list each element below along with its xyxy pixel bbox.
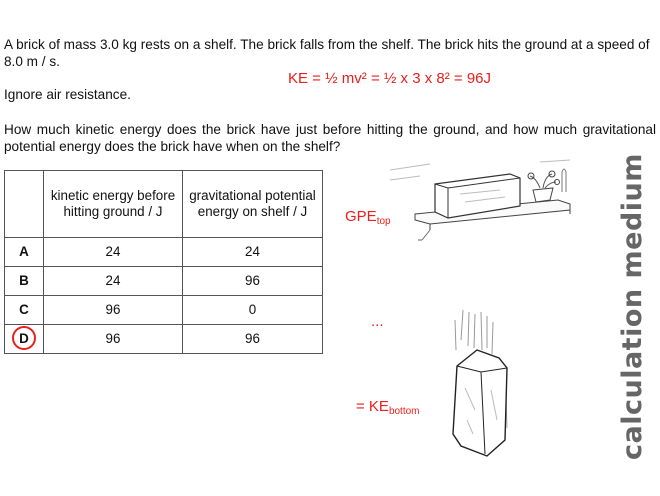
option-letter[interactable]: B	[5, 267, 44, 296]
kinetic-energy-calculation: KE = ½ mv² = ½ x 3 x 8² = 96J	[288, 70, 492, 87]
option-gpe-value: 24	[183, 238, 323, 267]
option-gpe-value: 0	[183, 296, 323, 325]
option-gpe-value: 96	[183, 267, 323, 296]
brick-on-shelf-illustration	[390, 152, 575, 242]
answer-options-table	[4, 170, 323, 354]
ellipsis-dots: ...	[371, 313, 384, 330]
ke-bottom-label	[356, 398, 420, 417]
option-letter[interactable]: A	[5, 238, 44, 267]
option-ke-value: 24	[44, 267, 183, 296]
option-gpe-value: 96	[183, 325, 323, 354]
ke-label-subscript: bottom	[388, 406, 420, 417]
question-statement: A brick of mass 3.0 kg rests on a shelf. The brick falls from the shelf. The brick hits the ground at a speed of 8.0 m / s.	[4, 37, 650, 69]
option-ke-value: 96	[44, 325, 183, 354]
falling-brick-illustration	[425, 310, 525, 460]
header-letter	[5, 171, 44, 238]
table-row[interactable]	[5, 267, 323, 296]
table-row[interactable]	[5, 325, 323, 354]
header-gravitational-potential-energy: gravitational potential energy on shelf / J	[183, 171, 323, 238]
gpe-top-label	[345, 208, 391, 227]
option-letter-text: D	[19, 331, 29, 346]
option-letter-circled[interactable]	[5, 325, 44, 354]
option-ke-value: 24	[44, 238, 183, 267]
table-row[interactable]	[5, 296, 323, 325]
ignore-air-resistance-note: Ignore air resistance.	[4, 87, 131, 102]
gpe-label-main: GPE	[345, 208, 377, 225]
table-row[interactable]	[5, 238, 323, 267]
gpe-label-subscript: top	[376, 216, 391, 227]
option-ke-value: 96	[44, 296, 183, 325]
table-header-row	[5, 171, 323, 238]
difficulty-side-label: calculation medium	[617, 153, 648, 460]
ke-label-main: = KE	[356, 398, 389, 415]
question-prompt: How much kinetic energy does the brick have just before hitting the ground, and how much gravitational potential energy does the brick have when on the shelf?	[4, 122, 656, 154]
answer-circle-mark	[12, 326, 36, 350]
header-kinetic-energy: kinetic energy before hitting ground / J	[44, 171, 183, 238]
option-letter[interactable]: C	[5, 296, 44, 325]
